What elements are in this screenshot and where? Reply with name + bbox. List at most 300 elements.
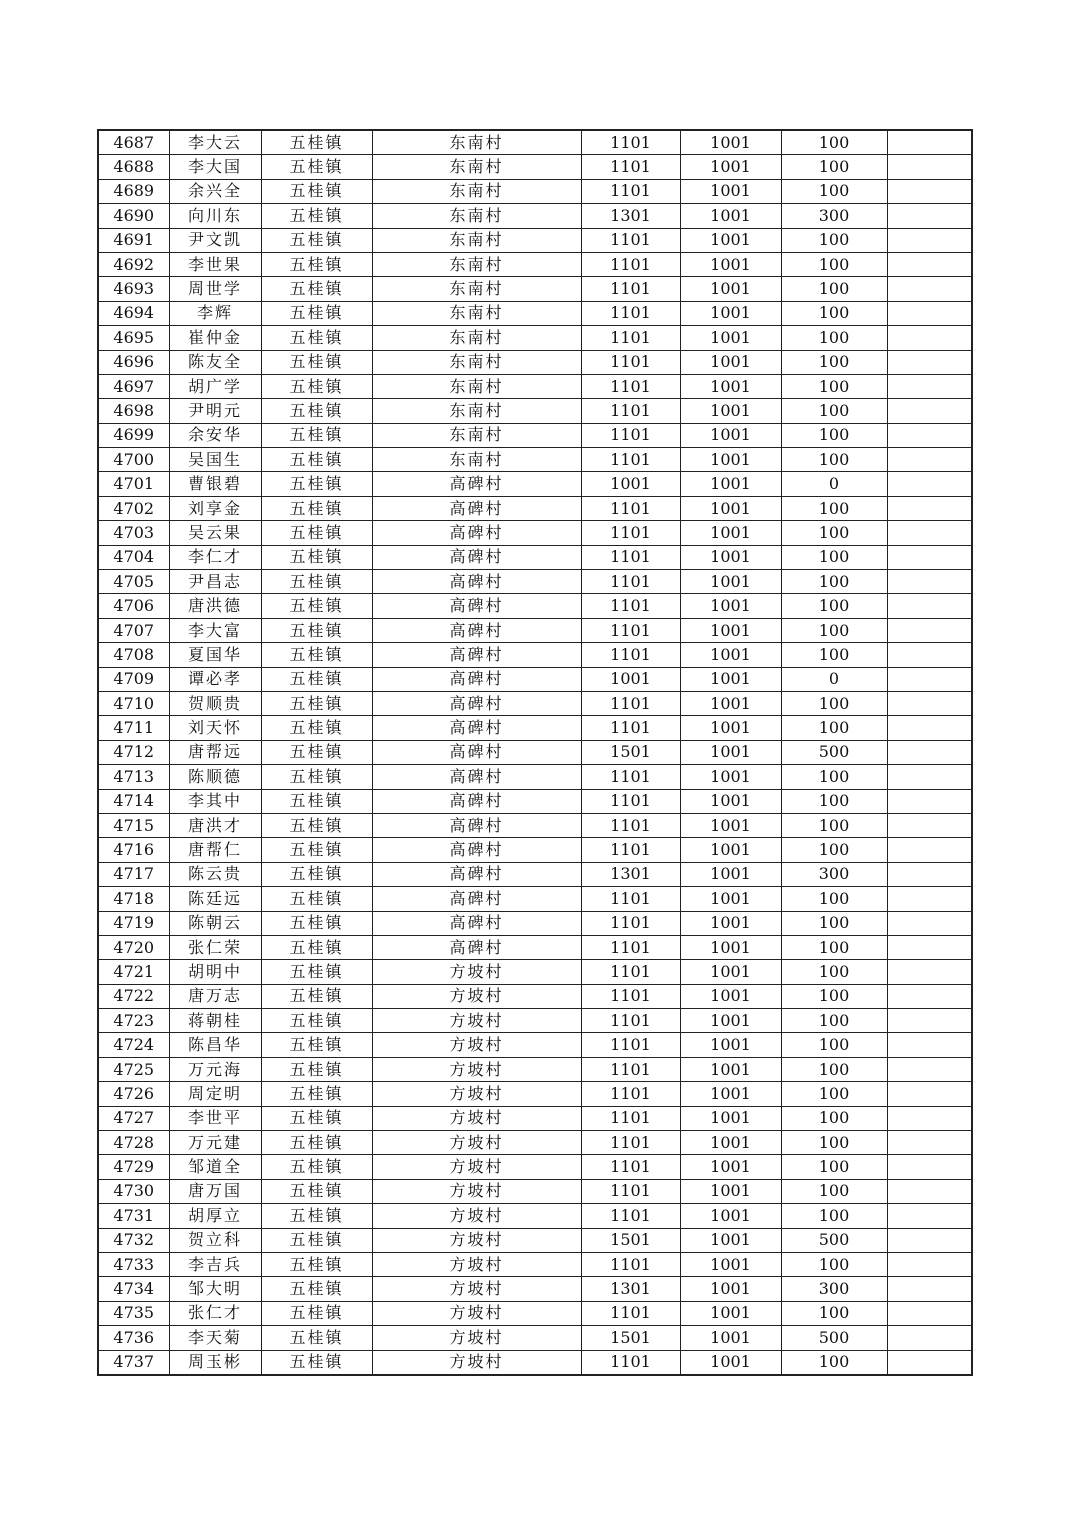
code-a-cell: 1101	[581, 935, 680, 959]
name-cell: 崔仲金	[169, 326, 261, 350]
amount-cell: 100	[781, 691, 887, 715]
table-row	[98, 155, 972, 179]
code-a-cell: 1101	[581, 1057, 680, 1081]
remark-cell	[887, 960, 972, 984]
name-cell: 陈顺德	[169, 765, 261, 789]
table-row	[98, 472, 972, 496]
village-cell: 东南村	[372, 228, 581, 252]
amount-cell: 100	[781, 984, 887, 1008]
code-a-cell: 1101	[581, 838, 680, 862]
name-cell: 吴云果	[169, 521, 261, 545]
code-b-cell: 1001	[680, 472, 781, 496]
table-row	[98, 618, 972, 642]
code-a-cell: 1501	[581, 740, 680, 764]
code-a-cell: 1101	[581, 813, 680, 837]
town-cell: 五桂镇	[261, 594, 372, 618]
village-cell: 东南村	[372, 448, 581, 472]
table-row	[98, 1057, 972, 1081]
village-cell: 东南村	[372, 374, 581, 398]
village-cell: 方坡村	[372, 1326, 581, 1350]
code-b-cell: 1001	[680, 1057, 781, 1081]
amount-cell: 100	[781, 252, 887, 276]
amount-cell: 100	[781, 643, 887, 667]
serial-number-cell: 4691	[98, 228, 169, 252]
serial-number-cell: 4721	[98, 960, 169, 984]
name-cell: 李世果	[169, 252, 261, 276]
table-row	[98, 716, 972, 740]
table-row	[98, 887, 972, 911]
remark-cell	[887, 1106, 972, 1130]
town-cell: 五桂镇	[261, 984, 372, 1008]
town-cell: 五桂镇	[261, 277, 372, 301]
name-cell: 李辉	[169, 301, 261, 325]
code-b-cell: 1001	[680, 374, 781, 398]
remark-cell	[887, 301, 972, 325]
town-cell: 五桂镇	[261, 545, 372, 569]
code-b-cell: 1001	[680, 399, 781, 423]
remark-cell	[887, 130, 972, 155]
amount-cell: 100	[781, 399, 887, 423]
code-a-cell: 1101	[581, 984, 680, 1008]
code-b-cell: 1001	[680, 521, 781, 545]
village-cell: 方坡村	[372, 1277, 581, 1301]
town-cell: 五桂镇	[261, 179, 372, 203]
town-cell: 五桂镇	[261, 1106, 372, 1130]
remark-cell	[887, 740, 972, 764]
name-cell: 李大富	[169, 618, 261, 642]
amount-cell: 100	[781, 1155, 887, 1179]
table-row	[98, 1277, 972, 1301]
serial-number-cell: 4703	[98, 521, 169, 545]
town-cell: 五桂镇	[261, 1204, 372, 1228]
code-b-cell: 1001	[680, 1106, 781, 1130]
code-a-cell: 1101	[581, 1033, 680, 1057]
town-cell: 五桂镇	[261, 521, 372, 545]
amount-cell: 100	[781, 350, 887, 374]
serial-number-cell: 4695	[98, 326, 169, 350]
code-b-cell: 1001	[680, 1252, 781, 1276]
remark-cell	[887, 1057, 972, 1081]
town-cell: 五桂镇	[261, 570, 372, 594]
town-cell: 五桂镇	[261, 667, 372, 691]
remark-cell	[887, 155, 972, 179]
serial-number-cell: 4692	[98, 252, 169, 276]
amount-cell: 100	[781, 155, 887, 179]
code-b-cell: 1001	[680, 838, 781, 862]
table-row	[98, 252, 972, 276]
town-cell: 五桂镇	[261, 618, 372, 642]
village-cell: 方坡村	[372, 984, 581, 1008]
table-row	[98, 960, 972, 984]
code-b-cell: 1001	[680, 423, 781, 447]
amount-cell: 100	[781, 765, 887, 789]
code-b-cell: 1001	[680, 545, 781, 569]
table-row	[98, 423, 972, 447]
amount-cell: 100	[781, 594, 887, 618]
name-cell: 陈廷远	[169, 887, 261, 911]
remark-cell	[887, 1131, 972, 1155]
code-b-cell: 1001	[680, 935, 781, 959]
town-cell: 五桂镇	[261, 1155, 372, 1179]
town-cell: 五桂镇	[261, 1350, 372, 1375]
village-cell: 高碑村	[372, 789, 581, 813]
name-cell: 尹昌志	[169, 570, 261, 594]
name-cell: 陈昌华	[169, 1033, 261, 1057]
village-cell: 方坡村	[372, 1009, 581, 1033]
name-cell: 尹文凯	[169, 228, 261, 252]
remark-cell	[887, 252, 972, 276]
code-b-cell: 1001	[680, 1277, 781, 1301]
village-cell: 东南村	[372, 155, 581, 179]
serial-number-cell: 4700	[98, 448, 169, 472]
serial-number-cell: 4719	[98, 911, 169, 935]
serial-number-cell: 4736	[98, 1326, 169, 1350]
amount-cell: 100	[781, 179, 887, 203]
name-cell: 李仁才	[169, 545, 261, 569]
village-cell: 方坡村	[372, 1228, 581, 1252]
code-a-cell: 1101	[581, 130, 680, 155]
code-b-cell: 1001	[680, 1131, 781, 1155]
remark-cell	[887, 789, 972, 813]
town-cell: 五桂镇	[261, 1082, 372, 1106]
code-a-cell: 1101	[581, 643, 680, 667]
name-cell: 张仁才	[169, 1301, 261, 1325]
remark-cell	[887, 1204, 972, 1228]
serial-number-cell: 4734	[98, 1277, 169, 1301]
serial-number-cell: 4706	[98, 594, 169, 618]
town-cell: 五桂镇	[261, 1009, 372, 1033]
amount-cell: 100	[781, 130, 887, 155]
serial-number-cell: 4718	[98, 887, 169, 911]
code-b-cell: 1001	[680, 179, 781, 203]
amount-cell: 100	[781, 1131, 887, 1155]
code-b-cell: 1001	[680, 1350, 781, 1375]
name-cell: 周定明	[169, 1082, 261, 1106]
village-cell: 高碑村	[372, 691, 581, 715]
town-cell: 五桂镇	[261, 374, 372, 398]
name-cell: 万元建	[169, 1131, 261, 1155]
remark-cell	[887, 1179, 972, 1203]
village-cell: 方坡村	[372, 1057, 581, 1081]
code-b-cell: 1001	[680, 643, 781, 667]
village-cell: 高碑村	[372, 887, 581, 911]
remark-cell	[887, 1228, 972, 1252]
amount-cell: 100	[781, 301, 887, 325]
code-b-cell: 1001	[680, 740, 781, 764]
serial-number-cell: 4696	[98, 350, 169, 374]
remark-cell	[887, 326, 972, 350]
town-cell: 五桂镇	[261, 838, 372, 862]
code-b-cell: 1001	[680, 1228, 781, 1252]
table-row	[98, 643, 972, 667]
table-row	[98, 1326, 972, 1350]
name-cell: 曹银碧	[169, 472, 261, 496]
amount-cell: 100	[781, 838, 887, 862]
village-cell: 方坡村	[372, 1204, 581, 1228]
town-cell: 五桂镇	[261, 935, 372, 959]
amount-cell: 100	[781, 1179, 887, 1203]
code-a-cell: 1301	[581, 862, 680, 886]
serial-number-cell: 4702	[98, 496, 169, 520]
amount-cell: 500	[781, 1228, 887, 1252]
remark-cell	[887, 618, 972, 642]
code-b-cell: 1001	[680, 960, 781, 984]
town-cell: 五桂镇	[261, 1033, 372, 1057]
table-row	[98, 667, 972, 691]
name-cell: 李大国	[169, 155, 261, 179]
amount-cell: 100	[781, 911, 887, 935]
village-cell: 东南村	[372, 179, 581, 203]
code-a-cell: 1101	[581, 960, 680, 984]
serial-number-cell: 4720	[98, 935, 169, 959]
code-a-cell: 1301	[581, 204, 680, 228]
village-cell: 东南村	[372, 399, 581, 423]
table-row	[98, 1106, 972, 1130]
village-cell: 高碑村	[372, 545, 581, 569]
code-a-cell: 1101	[581, 374, 680, 398]
code-a-cell: 1101	[581, 1082, 680, 1106]
name-cell: 刘享金	[169, 496, 261, 520]
town-cell: 五桂镇	[261, 155, 372, 179]
code-b-cell: 1001	[680, 691, 781, 715]
remark-cell	[887, 1326, 972, 1350]
village-cell: 东南村	[372, 301, 581, 325]
village-cell: 高碑村	[372, 618, 581, 642]
roster-table	[97, 129, 973, 1376]
name-cell: 李大云	[169, 130, 261, 155]
village-cell: 方坡村	[372, 1179, 581, 1203]
serial-number-cell: 4708	[98, 643, 169, 667]
village-cell: 方坡村	[372, 1131, 581, 1155]
remark-cell	[887, 935, 972, 959]
remark-cell	[887, 1301, 972, 1325]
remark-cell	[887, 1277, 972, 1301]
code-b-cell: 1001	[680, 667, 781, 691]
code-b-cell: 1001	[680, 984, 781, 1008]
amount-cell: 300	[781, 1277, 887, 1301]
town-cell: 五桂镇	[261, 448, 372, 472]
serial-number-cell: 4694	[98, 301, 169, 325]
code-a-cell: 1101	[581, 1301, 680, 1325]
code-a-cell: 1001	[581, 667, 680, 691]
village-cell: 东南村	[372, 350, 581, 374]
village-cell: 东南村	[372, 130, 581, 155]
table-row	[98, 326, 972, 350]
name-cell: 谭必孝	[169, 667, 261, 691]
name-cell: 贺顺贵	[169, 691, 261, 715]
village-cell: 高碑村	[372, 813, 581, 837]
village-cell: 高碑村	[372, 740, 581, 764]
serial-number-cell: 4727	[98, 1106, 169, 1130]
table-row	[98, 1252, 972, 1276]
serial-number-cell: 4701	[98, 472, 169, 496]
serial-number-cell: 4722	[98, 984, 169, 1008]
remark-cell	[887, 887, 972, 911]
town-cell: 五桂镇	[261, 813, 372, 837]
amount-cell: 100	[781, 1204, 887, 1228]
town-cell: 五桂镇	[261, 472, 372, 496]
amount-cell: 100	[781, 277, 887, 301]
amount-cell: 100	[781, 448, 887, 472]
remark-cell	[887, 1155, 972, 1179]
town-cell: 五桂镇	[261, 1326, 372, 1350]
code-b-cell: 1001	[680, 765, 781, 789]
table-row	[98, 984, 972, 1008]
code-a-cell: 1101	[581, 594, 680, 618]
remark-cell	[887, 570, 972, 594]
table-row	[98, 521, 972, 545]
village-cell: 高碑村	[372, 911, 581, 935]
name-cell: 陈朝云	[169, 911, 261, 935]
code-b-cell: 1001	[680, 618, 781, 642]
town-cell: 五桂镇	[261, 740, 372, 764]
amount-cell: 100	[781, 1106, 887, 1130]
village-cell: 高碑村	[372, 521, 581, 545]
remark-cell	[887, 1252, 972, 1276]
table-row	[98, 1204, 972, 1228]
village-cell: 高碑村	[372, 472, 581, 496]
code-b-cell: 1001	[680, 228, 781, 252]
name-cell: 蒋朝桂	[169, 1009, 261, 1033]
name-cell: 唐洪德	[169, 594, 261, 618]
village-cell: 高碑村	[372, 570, 581, 594]
name-cell: 唐万国	[169, 1179, 261, 1203]
table-row	[98, 1009, 972, 1033]
serial-number-cell: 4689	[98, 179, 169, 203]
serial-number-cell: 4710	[98, 691, 169, 715]
name-cell: 李世平	[169, 1106, 261, 1130]
amount-cell: 100	[781, 1082, 887, 1106]
name-cell: 唐帮仁	[169, 838, 261, 862]
name-cell: 尹明元	[169, 399, 261, 423]
serial-number-cell: 4709	[98, 667, 169, 691]
remark-cell	[887, 472, 972, 496]
code-a-cell: 1101	[581, 1179, 680, 1203]
name-cell: 万元海	[169, 1057, 261, 1081]
village-cell: 东南村	[372, 277, 581, 301]
code-b-cell: 1001	[680, 448, 781, 472]
table-row	[98, 789, 972, 813]
code-b-cell: 1001	[680, 862, 781, 886]
code-b-cell: 1001	[680, 326, 781, 350]
code-a-cell: 1101	[581, 1252, 680, 1276]
code-a-cell: 1101	[581, 1350, 680, 1375]
table-row	[98, 130, 972, 155]
table-row	[98, 1131, 972, 1155]
remark-cell	[887, 862, 972, 886]
town-cell: 五桂镇	[261, 765, 372, 789]
serial-number-cell: 4697	[98, 374, 169, 398]
code-a-cell: 1101	[581, 277, 680, 301]
code-b-cell: 1001	[680, 496, 781, 520]
code-b-cell: 1001	[680, 813, 781, 837]
serial-number-cell: 4717	[98, 862, 169, 886]
village-cell: 高碑村	[372, 667, 581, 691]
name-cell: 刘天怀	[169, 716, 261, 740]
remark-cell	[887, 984, 972, 1008]
serial-number-cell: 4704	[98, 545, 169, 569]
village-cell: 东南村	[372, 423, 581, 447]
town-cell: 五桂镇	[261, 496, 372, 520]
code-a-cell: 1101	[581, 155, 680, 179]
amount-cell: 100	[781, 1252, 887, 1276]
code-a-cell: 1101	[581, 1131, 680, 1155]
remark-cell	[887, 423, 972, 447]
serial-number-cell: 4733	[98, 1252, 169, 1276]
village-cell: 方坡村	[372, 1082, 581, 1106]
amount-cell: 100	[781, 618, 887, 642]
village-cell: 高碑村	[372, 838, 581, 862]
town-cell: 五桂镇	[261, 643, 372, 667]
name-cell: 胡厚立	[169, 1204, 261, 1228]
code-b-cell: 1001	[680, 277, 781, 301]
remark-cell	[887, 1009, 972, 1033]
village-cell: 东南村	[372, 252, 581, 276]
village-cell: 方坡村	[372, 960, 581, 984]
code-a-cell: 1101	[581, 228, 680, 252]
town-cell: 五桂镇	[261, 130, 372, 155]
table-row	[98, 204, 972, 228]
code-a-cell: 1101	[581, 545, 680, 569]
remark-cell	[887, 691, 972, 715]
village-cell: 东南村	[372, 326, 581, 350]
code-b-cell: 1001	[680, 1155, 781, 1179]
name-cell: 李吉兵	[169, 1252, 261, 1276]
amount-cell: 100	[781, 1057, 887, 1081]
town-cell: 五桂镇	[261, 716, 372, 740]
town-cell: 五桂镇	[261, 691, 372, 715]
name-cell: 吴国生	[169, 448, 261, 472]
remark-cell	[887, 179, 972, 203]
table-row	[98, 862, 972, 886]
table-row	[98, 691, 972, 715]
town-cell: 五桂镇	[261, 1277, 372, 1301]
table-row	[98, 935, 972, 959]
amount-cell: 100	[781, 496, 887, 520]
name-cell: 唐万志	[169, 984, 261, 1008]
amount-cell: 0	[781, 667, 887, 691]
amount-cell: 100	[781, 570, 887, 594]
name-cell: 李天菊	[169, 1326, 261, 1350]
serial-number-cell: 4688	[98, 155, 169, 179]
village-cell: 高碑村	[372, 862, 581, 886]
amount-cell: 300	[781, 204, 887, 228]
serial-number-cell: 4731	[98, 1204, 169, 1228]
amount-cell: 100	[781, 887, 887, 911]
amount-cell: 500	[781, 740, 887, 764]
town-cell: 五桂镇	[261, 423, 372, 447]
serial-number-cell: 4707	[98, 618, 169, 642]
table-row	[98, 1179, 972, 1203]
town-cell: 五桂镇	[261, 862, 372, 886]
serial-number-cell: 4687	[98, 130, 169, 155]
amount-cell: 0	[781, 472, 887, 496]
name-cell: 贺立科	[169, 1228, 261, 1252]
code-a-cell: 1501	[581, 1228, 680, 1252]
table-row	[98, 594, 972, 618]
remark-cell	[887, 911, 972, 935]
serial-number-cell: 4712	[98, 740, 169, 764]
village-cell: 方坡村	[372, 1106, 581, 1130]
town-cell: 五桂镇	[261, 228, 372, 252]
amount-cell: 100	[781, 1350, 887, 1375]
village-cell: 高碑村	[372, 935, 581, 959]
town-cell: 五桂镇	[261, 960, 372, 984]
amount-cell: 500	[781, 1326, 887, 1350]
code-a-cell: 1101	[581, 911, 680, 935]
code-a-cell: 1101	[581, 887, 680, 911]
town-cell: 五桂镇	[261, 204, 372, 228]
